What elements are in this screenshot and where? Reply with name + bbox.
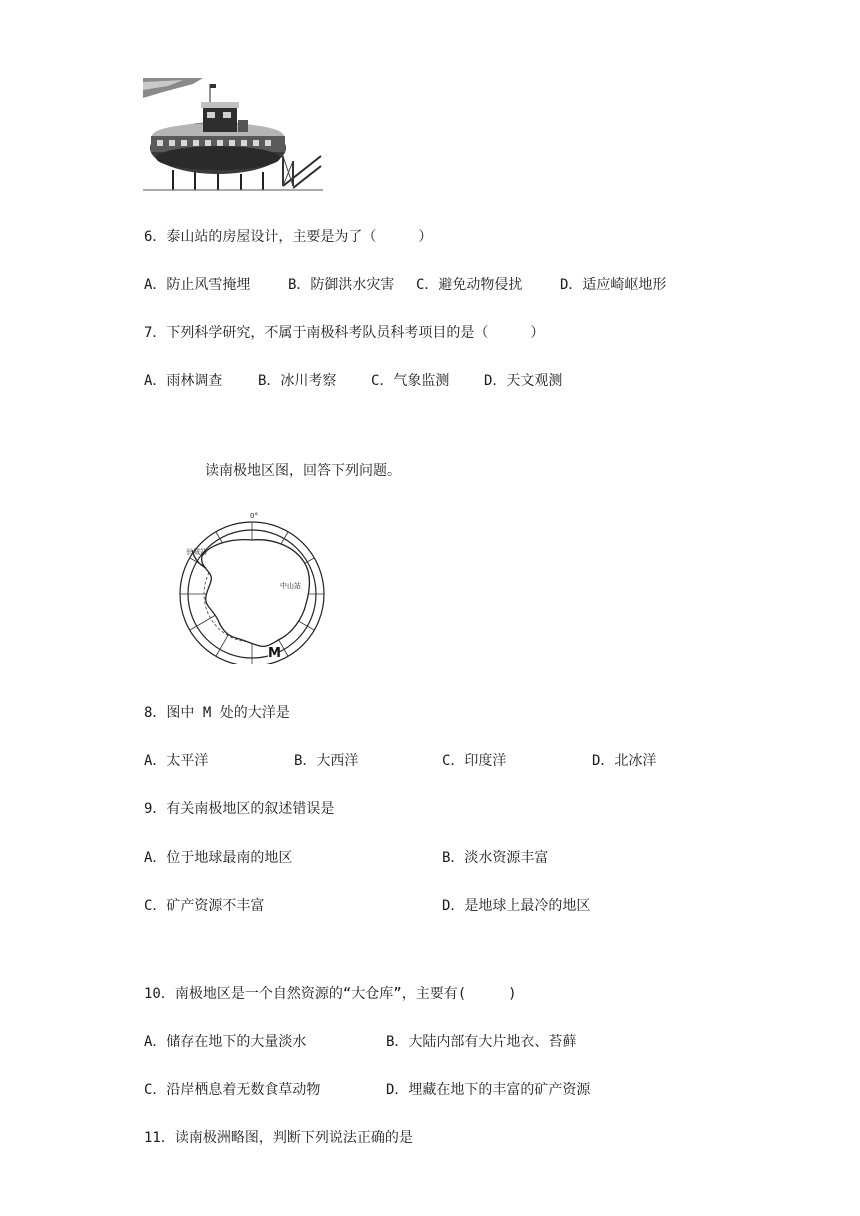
map-label-m: M xyxy=(268,646,281,661)
question-10-option-a[interactable]: A．储存在地下的大量淡水 xyxy=(144,1034,307,1050)
question-7-option-d[interactable]: D．天文观测 xyxy=(484,373,563,389)
map-label-great-wall-station: 长城站 xyxy=(186,548,207,556)
question-7-option-c[interactable]: C．气象监测 xyxy=(371,373,450,389)
question-8-option-d[interactable]: D．北冰洋 xyxy=(592,753,657,769)
map-label-zhongshan-station: 中山站 xyxy=(280,582,301,590)
question-7-stem: 7．下列科学研究，不属于南极科考队员科考项目的是（ ） xyxy=(144,325,545,341)
station-photo xyxy=(143,76,323,192)
question-6-option-c[interactable]: C．避免动物侵扰 xyxy=(416,277,523,293)
question-10-stem: 10．南极地区是一个自然资源的“大仓库”，主要有( ) xyxy=(144,986,517,1002)
question-9-stem: 9．有关南极地区的叙述错误是 xyxy=(144,801,335,817)
question-8-option-b[interactable]: B．大西洋 xyxy=(294,753,359,769)
question-9-option-d[interactable]: D．是地球上最冷的地区 xyxy=(442,898,591,914)
map-label-0-degree: 0° xyxy=(250,512,258,520)
question-8-option-c[interactable]: C．印度洋 xyxy=(442,753,507,769)
question-6-stem: 6．泰山站的房屋设计，主要是为了（ ） xyxy=(144,229,433,245)
question-8-stem: 8．图中 M 处的大洋是 xyxy=(144,705,290,721)
question-10-option-d[interactable]: D．埋藏在地下的丰富的矿产资源 xyxy=(386,1082,591,1098)
question-6-option-b[interactable]: B．防御洪水灾害 xyxy=(288,277,395,293)
question-9-option-c[interactable]: C．矿产资源不丰富 xyxy=(144,898,265,914)
question-8-option-a[interactable]: A．太平洋 xyxy=(144,753,209,769)
question-11-stem: 11．读南极洲略图，判断下列说法正确的是 xyxy=(144,1130,413,1146)
question-10-option-c[interactable]: C．沿岸栖息着无数食草动物 xyxy=(144,1082,321,1098)
reading-instruction: 读南极地区图，回答下列问题。 xyxy=(205,463,401,479)
question-9-option-b[interactable]: B．淡水资源丰富 xyxy=(442,850,549,866)
question-7-option-b[interactable]: B．冰川考察 xyxy=(258,373,337,389)
question-6-option-d[interactable]: D．适应崎岖地形 xyxy=(560,277,667,293)
question-6-option-a[interactable]: A．防止风雪掩埋 xyxy=(144,277,251,293)
antarctica-map xyxy=(172,508,342,664)
question-7-option-a[interactable]: A．雨林调查 xyxy=(144,373,223,389)
question-9-option-a[interactable]: A．位于地球最南的地区 xyxy=(144,850,293,866)
question-10-option-b[interactable]: B．大陆内部有大片地衣、苔藓 xyxy=(386,1034,577,1050)
